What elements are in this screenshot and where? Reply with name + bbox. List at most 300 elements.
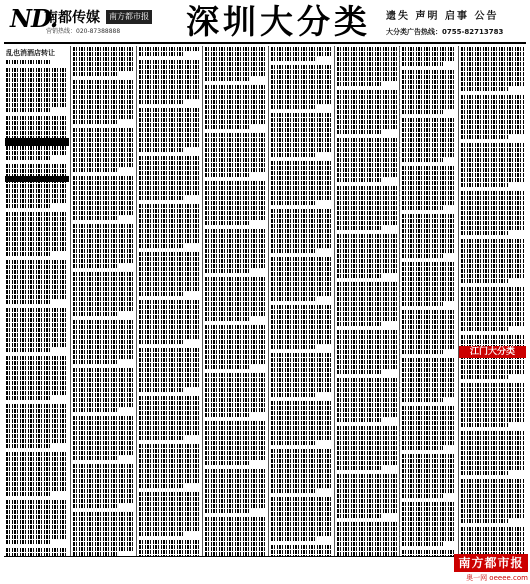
ad-text-line xyxy=(73,244,134,248)
ad-text-line xyxy=(271,171,332,175)
ad-text-line xyxy=(73,416,134,420)
ad-text-line xyxy=(139,244,185,248)
ad-text-line xyxy=(73,158,134,162)
ad-text-line xyxy=(461,307,524,311)
ad-text-line xyxy=(6,505,68,509)
ad-text-line xyxy=(461,221,524,225)
ad-text-line xyxy=(139,171,200,175)
ad-text-line xyxy=(402,100,456,104)
ad-text-line xyxy=(139,401,200,405)
ad-text-line xyxy=(139,320,200,324)
ad-text-line xyxy=(337,532,397,536)
ad-text-line xyxy=(73,100,134,104)
ad-text-line xyxy=(461,178,524,182)
ad-text-line xyxy=(139,411,200,415)
ad-text-line xyxy=(271,368,332,372)
ad-text-line xyxy=(402,219,456,223)
ad-text-line xyxy=(337,431,397,435)
ad-text-line xyxy=(337,302,397,306)
ad-text-line xyxy=(337,322,382,326)
ad-text-line xyxy=(205,57,266,61)
ad-text-line xyxy=(402,325,456,329)
ad-text-line xyxy=(402,158,443,162)
ad-text-line xyxy=(402,368,456,372)
ad-text-line xyxy=(337,345,397,349)
ad-text-line xyxy=(6,126,68,130)
ad-text-line xyxy=(271,383,332,387)
ad-text-line xyxy=(6,323,68,327)
ad-text-line xyxy=(337,62,397,66)
ad-text-line xyxy=(205,350,266,354)
ad-text-line xyxy=(402,426,456,430)
ad-text-line xyxy=(402,512,456,516)
ad-text-line xyxy=(205,537,266,541)
ad-text-line xyxy=(73,47,134,51)
ad-text-line xyxy=(205,143,266,147)
ad-text-line xyxy=(461,216,524,220)
ad-text-line xyxy=(337,153,397,157)
ad-text-line xyxy=(139,474,200,478)
ad-text-line xyxy=(271,153,317,157)
ad-text-line xyxy=(73,307,134,311)
ad-text-line xyxy=(205,105,266,109)
ad-text-line xyxy=(205,494,266,498)
ad-text-line xyxy=(205,191,266,195)
ad-text-line xyxy=(205,527,266,531)
ad-text-line xyxy=(139,522,200,526)
ad-text-line xyxy=(205,168,266,172)
ad-text-line xyxy=(461,110,524,114)
ad-text-line xyxy=(6,295,68,299)
ad-text-line xyxy=(73,456,119,460)
ad-text-line xyxy=(402,171,456,175)
ad-text-line xyxy=(139,287,200,291)
ad-text-line xyxy=(271,345,317,349)
ad-text-line xyxy=(402,267,456,271)
ad-text-line xyxy=(6,328,68,332)
ad-text-line xyxy=(337,90,397,94)
ad-text-line xyxy=(461,479,524,483)
ad-text-line xyxy=(337,330,397,334)
ad-text-line xyxy=(271,527,332,531)
ad-text-line xyxy=(402,70,456,74)
ad-text-line xyxy=(139,292,185,296)
ad-text-line xyxy=(271,292,332,296)
ad-text-line xyxy=(461,254,524,258)
ad-text-line xyxy=(73,446,134,450)
ad-text-line xyxy=(271,176,332,180)
ad-text-line xyxy=(73,234,134,238)
ad-text-line xyxy=(461,249,524,253)
ad-text-line xyxy=(6,452,68,456)
ad-text-line xyxy=(461,335,524,339)
ad-text-line xyxy=(205,234,266,238)
ad-text-line xyxy=(139,108,200,112)
ad-text-line xyxy=(271,234,332,238)
ad-text-line xyxy=(73,373,134,377)
ad-text-line xyxy=(461,446,524,450)
ad-text-line xyxy=(6,530,68,534)
ad-text-line xyxy=(73,181,134,185)
ad-text-line xyxy=(6,116,68,120)
ad-text-line xyxy=(6,164,68,168)
ad-text-line xyxy=(461,322,524,326)
ad-text-line xyxy=(205,547,266,551)
ad-text-line xyxy=(271,244,332,248)
ad-text-line xyxy=(461,514,524,518)
ad-text-line xyxy=(402,441,456,445)
ad-text-line xyxy=(6,386,68,390)
ad-text-line xyxy=(402,373,456,377)
ad-text-line xyxy=(337,408,397,412)
ad-text-line xyxy=(139,90,200,94)
ad-text-line xyxy=(271,464,332,468)
ad-text-line xyxy=(461,168,524,172)
ad-text-line xyxy=(205,90,266,94)
ad-text-line xyxy=(461,537,524,541)
ad-text-line xyxy=(402,176,456,180)
ad-text-line xyxy=(6,439,68,443)
ad-text-line xyxy=(73,133,134,137)
ad-text-line xyxy=(271,133,332,137)
ad-text-line xyxy=(337,120,397,124)
ad-text-line xyxy=(139,95,200,99)
ad-text-line xyxy=(6,467,68,471)
ad-text-line xyxy=(139,454,200,458)
ad-text-line xyxy=(337,441,397,445)
ad-text-line xyxy=(337,239,397,243)
ad-text-line xyxy=(461,441,524,445)
ad-text-line xyxy=(337,388,397,392)
ad-text-line xyxy=(205,264,266,268)
ad-text-line xyxy=(139,464,200,468)
ad-text-line xyxy=(73,264,119,268)
ad-text-line xyxy=(402,550,456,554)
ad-text-line xyxy=(271,123,332,127)
ad-text-line xyxy=(402,431,456,435)
ad-text-line xyxy=(461,370,524,374)
ad-text-line xyxy=(6,520,68,524)
ad-text-line xyxy=(6,121,68,125)
ad-text-line xyxy=(73,186,134,190)
ad-text-line xyxy=(6,237,68,241)
ad-text-line xyxy=(73,62,134,66)
ad-text-line xyxy=(402,244,456,248)
ad-text-line xyxy=(6,194,68,198)
ad-text-line xyxy=(6,103,68,107)
ad-text-line xyxy=(6,247,68,251)
ad-text-line xyxy=(73,216,119,220)
ad-text-line xyxy=(271,277,332,281)
ad-text-line xyxy=(461,484,524,488)
ad-text-line xyxy=(402,517,456,521)
ad-text-line xyxy=(337,95,397,99)
ad-text-line xyxy=(73,360,119,364)
ad-text-line xyxy=(271,353,332,357)
ad-text-line xyxy=(6,275,68,279)
ad-text-line xyxy=(271,90,332,94)
ad-column-2 xyxy=(71,46,137,556)
ad-text-line xyxy=(205,173,251,177)
ad-text-line xyxy=(402,527,456,531)
ad-text-line xyxy=(73,393,134,397)
ad-text-line xyxy=(205,451,266,455)
ad-text-line xyxy=(402,214,456,218)
ad-text-line xyxy=(337,484,397,488)
ad-text-line xyxy=(73,312,119,316)
ad-text-line xyxy=(73,537,134,541)
ad-text-line xyxy=(205,239,266,243)
ad-text-line xyxy=(337,221,397,225)
ad-text-line xyxy=(6,146,68,150)
ad-text-line xyxy=(337,340,397,344)
ad-text-line xyxy=(73,239,134,243)
ad-text-line xyxy=(337,191,397,195)
ad-text-line xyxy=(271,522,332,526)
ad-text-line xyxy=(461,158,524,162)
header-hotline: 大分类广告热线：0755-82713783 xyxy=(386,28,504,36)
ad-text-line xyxy=(271,469,332,473)
ad-text-line xyxy=(402,277,456,281)
ad-text-line xyxy=(6,510,68,514)
header-categories: 遗失 声明 启事 公告 xyxy=(386,11,499,22)
ad-text-line xyxy=(271,85,332,89)
ad-text-line xyxy=(73,335,134,339)
ad-text-line xyxy=(73,302,134,306)
ad-text-line xyxy=(6,356,68,360)
ad-text-line xyxy=(6,515,68,519)
ad-text-line xyxy=(6,424,68,428)
ad-text-line xyxy=(402,542,443,546)
ad-text-line xyxy=(461,327,508,331)
ad-text-line xyxy=(73,436,134,440)
ad-text-line xyxy=(139,305,200,309)
ad-text-line xyxy=(205,211,266,215)
ad-text-line xyxy=(205,403,266,407)
ad-text-line xyxy=(73,340,134,344)
ad-text-line xyxy=(139,396,200,400)
ad-text-line xyxy=(6,414,68,418)
ad-text-line xyxy=(337,446,397,450)
ad-text-line xyxy=(461,423,508,427)
ad-text-line xyxy=(205,479,266,483)
masthead-rule xyxy=(4,42,526,44)
ad-text-line xyxy=(73,120,119,124)
ad-text-line xyxy=(337,168,397,172)
ad-text-line xyxy=(337,403,397,407)
ad-text-line xyxy=(6,204,52,208)
ad-text-line xyxy=(402,494,443,498)
ad-text-line xyxy=(6,169,68,173)
ad-text-line xyxy=(6,348,52,352)
ad-text-line xyxy=(73,57,134,61)
ad-text-line xyxy=(205,340,266,344)
ad-text-line xyxy=(337,378,397,382)
ad-text-line xyxy=(402,118,456,122)
ad-text-line xyxy=(337,537,397,541)
ad-text-line xyxy=(461,226,524,230)
ad-text-line xyxy=(337,360,397,364)
ad-text-line xyxy=(73,292,134,296)
ad-text-line xyxy=(205,153,266,157)
ad-text-line xyxy=(337,474,397,478)
nd-logo xyxy=(10,6,180,38)
ad-text-line xyxy=(73,383,134,387)
ad-text-line xyxy=(205,474,266,478)
ad-text-line xyxy=(139,133,200,137)
ad-text-line xyxy=(271,70,332,74)
ad-text-line xyxy=(271,310,332,314)
ad-text-line xyxy=(6,280,68,284)
dark-block xyxy=(5,138,69,146)
ad-text-line xyxy=(271,401,332,405)
ad-text-line xyxy=(337,264,397,268)
ad-text-line xyxy=(271,196,332,200)
ad-text-line xyxy=(205,413,251,417)
ad-text-line xyxy=(6,429,68,433)
ad-text-line xyxy=(205,373,266,377)
ad-text-line xyxy=(337,244,397,248)
ad-text-line xyxy=(337,494,397,498)
ad-text-line xyxy=(73,282,134,286)
ad-text-line xyxy=(73,408,119,412)
ad-text-line xyxy=(402,532,456,536)
ad-text-line xyxy=(271,224,332,228)
ad-text-line xyxy=(337,178,382,182)
ad-text-line xyxy=(402,378,456,382)
ad-text-line xyxy=(73,211,134,215)
ad-text-line xyxy=(337,186,397,190)
ad-text-line xyxy=(271,80,332,84)
ad-text-line xyxy=(271,65,332,69)
ad-text-line xyxy=(6,391,68,395)
ad-text-line xyxy=(139,60,200,64)
ad-text-line xyxy=(139,214,200,218)
ad-text-line xyxy=(73,272,134,276)
ad-text-line xyxy=(337,216,397,220)
ad-text-line xyxy=(205,408,266,412)
ad-text-line xyxy=(461,191,524,195)
ad-text-line xyxy=(461,82,524,86)
ad-text-line xyxy=(271,186,332,190)
ad-text-line xyxy=(271,282,332,286)
ad-text-line xyxy=(461,542,524,546)
ad-text-line xyxy=(337,509,397,513)
ad-text-line xyxy=(461,67,524,71)
ad-text-line xyxy=(461,95,524,99)
ad-text-line xyxy=(461,375,508,379)
ad-text-line xyxy=(139,166,200,170)
ad-text-line xyxy=(337,456,397,460)
ad-text-line xyxy=(461,57,524,61)
jiangmen-section-label: 江门大分类 xyxy=(459,346,526,358)
ad-text-line xyxy=(73,504,119,508)
ad-text-line xyxy=(205,504,266,508)
ad-text-line xyxy=(337,436,397,440)
footer-brand-logo: 南方都市报 xyxy=(454,554,528,572)
ad-text-line xyxy=(337,461,397,465)
ad-text-line xyxy=(271,416,332,420)
ad-text-line xyxy=(461,72,524,76)
ad-text-line xyxy=(461,279,508,283)
ad-text-line xyxy=(337,479,397,483)
ad-text-line xyxy=(205,259,266,263)
ad-text-line xyxy=(73,494,134,498)
ad-text-line xyxy=(205,52,266,56)
ad-text-line xyxy=(6,318,68,322)
ad-text-line xyxy=(73,421,134,425)
ad-text-line xyxy=(402,85,456,89)
ad-text-line xyxy=(271,507,332,511)
ad-text-line xyxy=(139,406,200,410)
ad-text-line xyxy=(337,173,397,177)
ad-text-line xyxy=(139,52,185,56)
ad-text-line xyxy=(6,232,68,236)
ad-text-line xyxy=(271,315,332,319)
ad-text-line xyxy=(73,287,134,291)
ad-text-line xyxy=(6,108,52,112)
ad-text-line xyxy=(6,525,68,529)
ad-text-line xyxy=(402,153,456,157)
ad-text-line xyxy=(271,267,332,271)
ad-text-line xyxy=(139,363,200,367)
ad-text-line xyxy=(337,249,397,253)
ad-text-line xyxy=(139,128,200,132)
ad-text-line xyxy=(402,507,456,511)
ad-text-line xyxy=(205,441,266,445)
ad-text-line xyxy=(6,457,68,461)
ad-text-line xyxy=(271,378,332,382)
ad-text-line xyxy=(73,542,134,546)
ad-text-line xyxy=(402,363,456,367)
ad-text-line xyxy=(139,272,200,276)
ad-text-line xyxy=(6,131,68,135)
ad-text-line xyxy=(461,403,524,407)
ad-text-line xyxy=(402,411,456,415)
ad-text-line xyxy=(271,340,332,344)
ad-text-line xyxy=(139,219,200,223)
ad-text-line xyxy=(6,184,68,188)
ad-text-line xyxy=(402,47,456,51)
ad-text-line xyxy=(139,444,200,448)
ad-text-line xyxy=(6,419,68,423)
ad-text-line xyxy=(337,158,397,162)
ad-text-line xyxy=(6,548,68,552)
ad-text-line xyxy=(271,287,332,291)
ad-text-line xyxy=(205,489,266,493)
ad-text-line xyxy=(461,302,524,306)
ad-text-line xyxy=(271,459,332,463)
ad-text-line xyxy=(461,519,508,523)
ad-text-line xyxy=(73,355,134,359)
ad-text-line xyxy=(6,444,52,448)
ad-text-line xyxy=(402,105,456,109)
ad-text-line xyxy=(139,277,200,281)
ad-text-line xyxy=(402,383,456,387)
ad-text-line xyxy=(139,47,200,51)
ad-text-line xyxy=(461,130,524,134)
ad-text-line xyxy=(139,545,200,549)
ad-text-line xyxy=(271,363,332,367)
ad-text-line xyxy=(461,398,524,402)
ad-text-line xyxy=(73,464,134,468)
ad-text-line xyxy=(461,509,524,513)
ad-column-4 xyxy=(203,46,269,556)
ad-text-line xyxy=(6,343,68,347)
ad-text-line xyxy=(271,512,332,516)
ad-column-1 xyxy=(4,46,71,556)
ad-text-line xyxy=(271,550,332,554)
